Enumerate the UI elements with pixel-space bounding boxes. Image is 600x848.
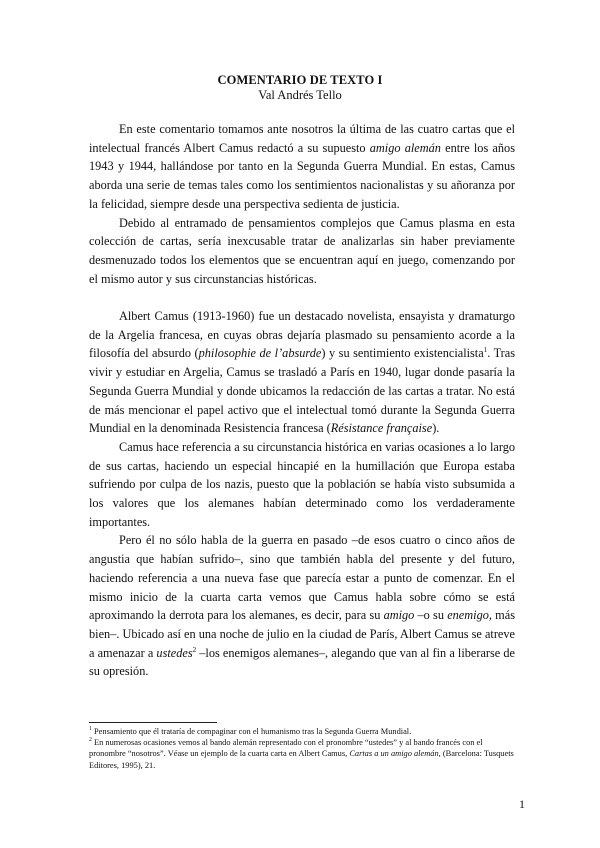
footnote-separator [89, 722, 217, 723]
paragraph-analysis: Pero él no sólo habla de la guerra en pasado –de esos cuatro o cinco años de angustia que habían sufrido–, sino que también habla del presente y del futuro, haciendo referencia a una nueva fase que parecía estar a punto de comenzar. En el mismo inicio de la cuarta carta vemos que Camus habla sobre cómo se está aproximando la derrota para los alemanes, es decir, para su amigo –o su enemigo, más bien–. Ubicado así en una noche de julio en la ciudad de París, Albert Camus se atreve a amenazar a ustedes$^2$ –los enemigos alemanes–, alegando que van al fin a liberarse de su opresión. [89, 533, 515, 679]
document-author: Val Andrés Tello [258, 88, 342, 102]
paragraph-method: Debido al entramado de pensamientos complejos que Camus plasma en esta colección de cartas, sería inexcusable tratar de analizarlas sin haber previamente desmenuzado todos los elementos que se encuentran aquí en juego, comenzando por el mismo autor y sus circunstancias históricas. [89, 215, 515, 286]
footnote-ref-1[interactable]: 1 [483, 346, 488, 355]
document-title: COMENTARIO DE TEXTO I [217, 73, 383, 87]
footnote-2: $^2$ En numerosas ocasiones vemos al bando alemán representado con el pronombre “ustedes” y al bando francés con el pronombre “nosotros”. Véase un ejemplo de la cuarta carta en Albert Camus, Cartas a un amigo alemán, (Barcelona: Tusquets Editores, 1995), 21. [89, 737, 514, 770]
paragraph-context: Camus hace referencia a su circunstancia histórica en varias ocasiones a lo largo de sus cartas, haciendo un especial hincapié en la humillación que Europa estaba sufriendo por culpa de los nazis, puesto que la población se había visto subsumida a los valores que los alemanes habían determinado como los verdaderamente importantes. [89, 439, 515, 529]
footnotes [89, 726, 515, 771]
footnote-1: $^1$ Pensamiento que él trataría de compaginar con el humanismo tras la Segunda Guerra Mundial. [89, 726, 412, 736]
paragraph-biography: Albert Camus (1913-1960) fue un destacado novelista, ensayista y dramaturgo de la Argelia francesa, en cuyas obras dejaría plasmado su pensamiento acorde a la filosofía del absurdo (philosophie de l’absurde) y su sentimiento existencialista$^1$. Tras vivir y estudiar en Argelia, Camus se trasladó a París en 1940, lugar donde pasaría la Segunda Guerra Mundial y donde ubicamos la redacción de las cartas a tratar. No está de más mencionar el papel activo que el intelectual tomó durante la Segunda Guerra Mundial en la denominada Resistencia francesa (Résistance française). [89, 309, 515, 436]
document-body [89, 120, 515, 681]
footnote-ref-2[interactable]: 2 [192, 645, 197, 654]
paragraph-intro: En este comentario tomamos ante nosotros la última de las cuatro cartas que el intelectual francés Albert Camus redactó a su supuesto amigo alemán entre los años 1943 y 1944, hallándose por tanto en la Segunda Guerra Mundial. En estas, Camus aborda una serie de temas tales como los sentimientos nacionalistas y su añoranza por la felicidad, siempre desde una perspectiva sedienta de justicia. [89, 122, 515, 211]
page-number: 1 [519, 797, 525, 811]
